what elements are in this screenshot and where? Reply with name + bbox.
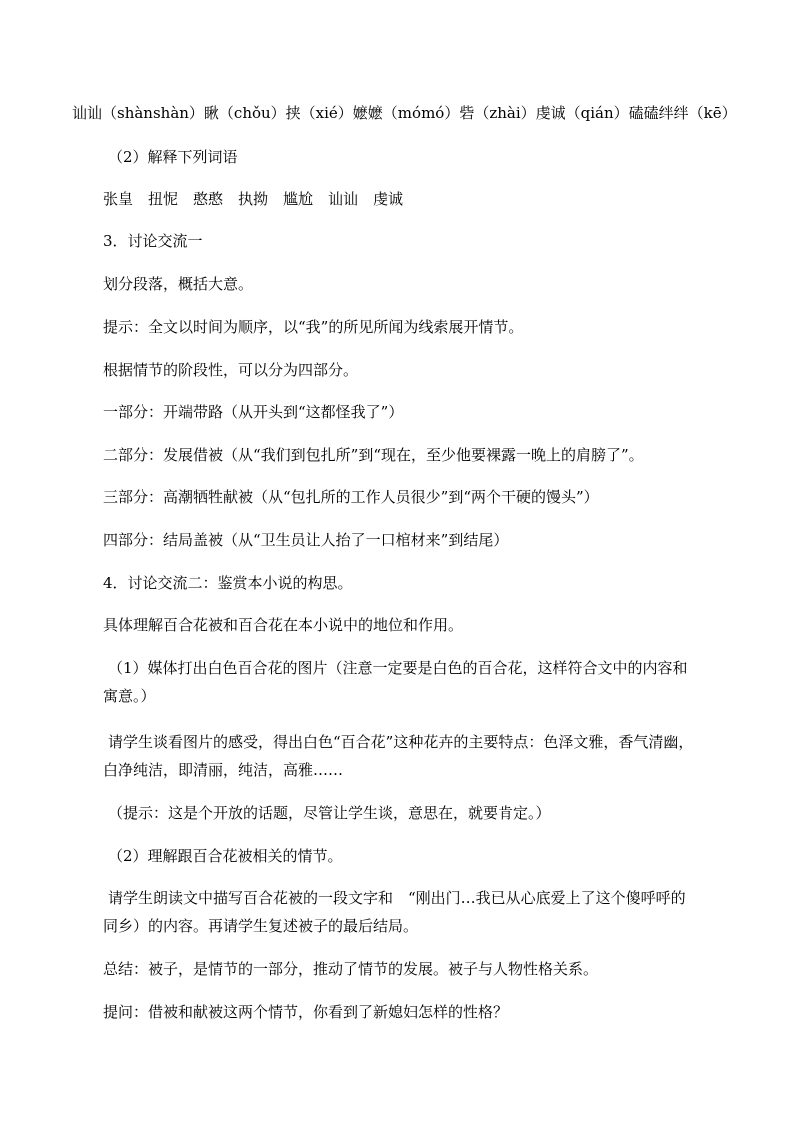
paragraph: 请学生谈看图片的感受，得出白色“百合花”这种花卉的主要特点：色泽文雅，香气清幽， (108, 733, 694, 751)
section-heading: （2）理解跟百合花被相关的情节。 (108, 847, 343, 865)
section-heading: （2）解释下列词语 (108, 148, 238, 166)
paragraph: 三部分：高潮牺牲献被（从“包扎所的工作人员很少”到“两个干硬的馒头”） (103, 488, 599, 506)
paragraph: （1）媒体打出白色百合花的图片（注意一定要是白色的百合花，这样符合文中的内容和 (108, 659, 688, 677)
word-list: 张皇 扭怩 憨憨 执拗 尴尬 讪讪 虔诚 (103, 190, 404, 208)
paragraph: 二部分：发展借被（从“我们到包扎所”到“现在，至少他要裸露一晚上的肩膀了”。 (103, 446, 644, 464)
section-heading: 4．讨论交流二：鉴赏本小说的构思。 (103, 574, 353, 592)
paragraph: 四部分：结局盖被（从“卫生员让人抬了一口棺材来”到结尾） (103, 531, 509, 549)
paragraph: 提示：全文以时间为顺序，以“我”的所见所闻为线索展开情节。 (103, 318, 524, 336)
paragraph: （提示：这是个开放的话题，尽管让学生谈，意思在，就要肯定。） (108, 804, 551, 822)
pinyin-line: 讪讪（shànshàn）瞅（chǒu）挟（xié）嬷嬷（mómó）砦（zhài）虔诚（qián）磕磕绊绊（kē） (72, 104, 737, 122)
paragraph: 具体理解百合花被和百合花在本小说中的地位和作用。 (103, 616, 464, 634)
paragraph: 划分段落，概括大意。 (103, 275, 254, 293)
paragraph: 一部分：开端带路（从开头到“这都怪我了”） (103, 403, 404, 421)
paragraph: 请学生朗读文中描写百合花被的一段文字和 “刚出门…我已从心底爱上了这个傻呼呼的 (108, 889, 686, 907)
paragraph: 白净纯洁，即清丽，纯洁，高雅…… (103, 761, 344, 779)
paragraph: 同乡）的内容。再请学生复述被子的最后结局。 (103, 917, 419, 935)
section-heading: 3．讨论交流一 (103, 232, 203, 250)
paragraph: 根据情节的阶段性，可以分为四部分。 (103, 361, 359, 379)
paragraph: 提问：借被和献被这两个情节，你看到了新媳妇怎样的性格？ (103, 1003, 509, 1021)
paragraph: 寓意。） (103, 687, 156, 705)
paragraph: 总结：被子，是情节的一部分，推动了情节的发展。被子与人物性格关系。 (103, 960, 599, 978)
